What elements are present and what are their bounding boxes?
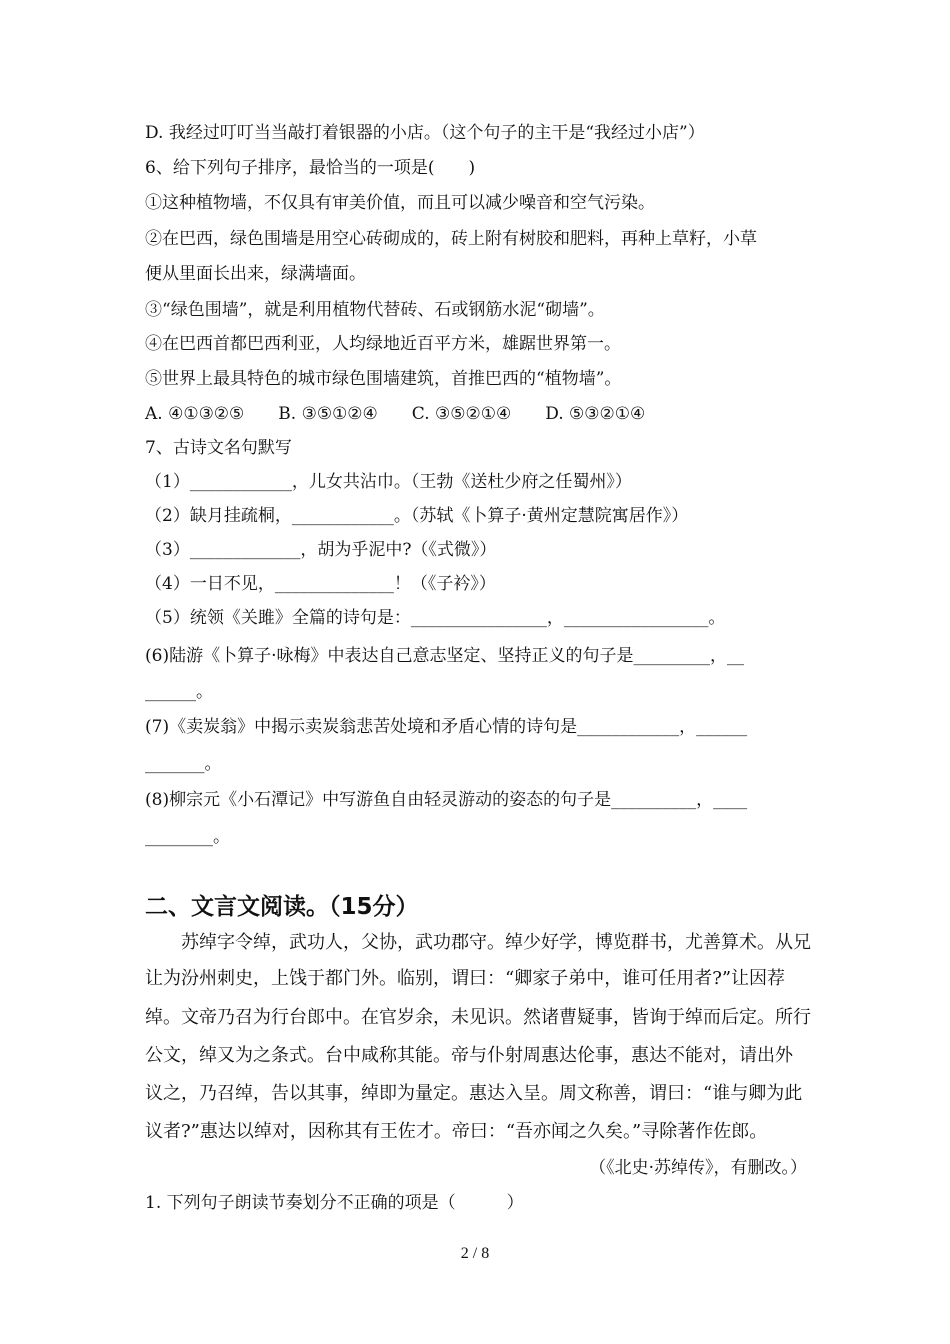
passage-line-2: 让为汾州刺史，上饯于都门外。临别，谓曰：“卿家子弟中，谁可任用者?”让因荐 — [145, 968, 786, 989]
section-2-question-1: 1. 下列句子朗读节奏划分不正确的项是（ ） — [145, 1193, 524, 1213]
section-2-heading: 二、文言文阅读。（15分） — [145, 894, 419, 920]
q6-options: A. ④①③②⑤ B. ③⑤①②④ C. ③⑤②①④ D. ⑤③②①④ — [145, 404, 646, 424]
passage-line-1: 苏绰字令绰，武功人，父协，武功郡守。绰少好学，博览群书，尤善算术。从兄 — [145, 932, 811, 953]
q7-item-8: (8)柳宗元《小石潭记》中写游鱼自由轻灵游动的姿态的句子是__________，____ — [145, 790, 748, 810]
q6-sentence-4: ④在巴西首都巴西利亚，人均绿地近百平方米，雄踞世界第一。 — [145, 334, 621, 354]
q6-sentence-2: ②在巴西，绿色围墙是用空心砖砌成的，砖上附有树胶和肥料，再种上草籽，小草 — [145, 229, 757, 249]
q7-item-5: （5）统领《关雎》全篇的诗句是：________________，_________________。 — [145, 608, 726, 628]
passage-line-6: 议者?”惠达以绰对，因称其有王佐才。帝曰：“吾亦闻之久矣。”寻除著作佐郎。 — [145, 1121, 768, 1142]
q7-item-7-cont: _______。 — [145, 754, 222, 774]
passage-source: （《北史·苏绰传》，有删改。） — [589, 1158, 807, 1178]
q6-sentence-5: ⑤世界上最具特色的城市绿色围墙建筑，首推巴西的“植物墙”。 — [145, 369, 622, 389]
q6-sentence-3: ③“绿色围墙”，就是利用植物代替砖、石或钢筋水泥“砌墙”。 — [145, 300, 605, 320]
q7-title: 7、古诗文名句默写 — [145, 438, 292, 458]
q6-sentence-1: ①这种植物墙，不仅具有审美价值，而且可以减少噪音和空气污染。 — [145, 193, 655, 213]
q5-option-d: D. 我经过叮叮当当敲打着银器的小店。（这个句子的主干是“我经过小店”） — [145, 123, 705, 143]
q7-item-3: （3）_____________，胡为乎泥中?（《式微》） — [145, 540, 497, 560]
passage-line-5: 议之，乃召绰，告以其事，绰即为量定。惠达入呈。周文称善，谓曰：“谁与卿为此 — [145, 1083, 803, 1104]
q6-title: 6、给下列句子排序，最恰当的一项是( ) — [145, 158, 476, 178]
q7-item-2: （2）缺月挂疏桐，____________。（苏轼《卜算子·黄州定慧院寓居作》） — [145, 506, 689, 526]
q7-item-8-cont: ________。 — [145, 827, 230, 847]
q6-sentence-2-cont: 便从里面长出来，绿满墙面。 — [145, 264, 366, 284]
passage-line-4: 公文，绰又为之条式。台中咸称其能。帝与仆射周惠达伦事，惠达不能对，请出外 — [145, 1045, 793, 1066]
q7-item-1: （1）____________，儿女共沾巾。（王勃《送杜少府之任蜀州》） — [145, 472, 632, 492]
q7-item-6: (6)陆游《卜算子·咏梅》中表达自己意志坚定、坚持正义的句子是_________，__ — [145, 646, 744, 666]
q7-item-6-cont: ______。 — [145, 682, 213, 702]
q7-item-7: (7)《卖炭翁》中揭示卖炭翁悲苦处境和矛盾心情的诗句是____________，______ — [145, 717, 748, 737]
passage-line-3: 绰。文帝乃召为行台郎中。在官岁余，未见识。然诸曹疑事，皆询于绰而后定。所行 — [145, 1007, 811, 1028]
q7-item-4: （4）一日不见，______________！（《子衿》） — [145, 574, 496, 594]
page-number: 2 / 8 — [460, 1245, 490, 1262]
